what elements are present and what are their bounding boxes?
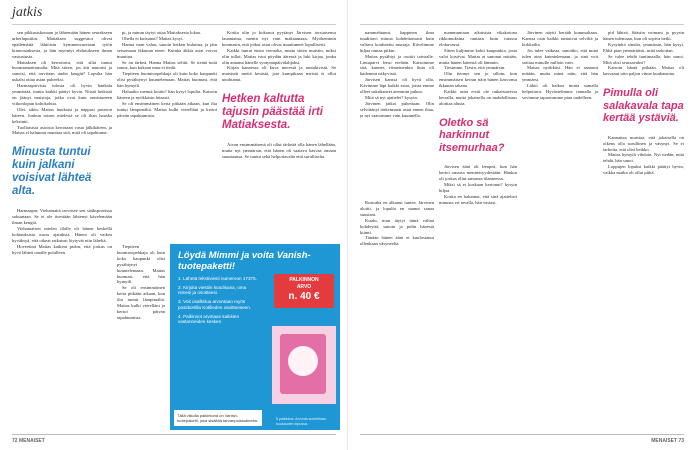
paragraph: Tuollaisista asioista kerrotaan vasta jälkikäteen, ja Matias ei halunnut muuttaa sitä, mitä oli tapahtunut. xyxy=(12,124,112,136)
paragraph: Koska en halunnut, että sinä ajattelisit minusta eri tavalla, hän vastasi. xyxy=(439,193,517,205)
paragraph: Kannattaa muistaa, että jokaisella on oikeus olla surullinen ja väsynyt. Se ei tarkoita, että olisi heikko. xyxy=(603,134,684,152)
paragraph: Katsoin häntä pitkään. Matias oli kasvanut niin paljon viime kuukausina. xyxy=(603,65,684,77)
badge-line: PALKINNON xyxy=(289,277,319,283)
paragraph: Koska olin jo kokonut pyytänyt Järvisen torstaisensa lauantaina, menin nyt vain makaamaan. Myöhemmin huomasin, että jotkut asiat olivat muuttuneet lopullisesti. xyxy=(222,30,336,47)
paragraph: Lähtö oli haikea mutta samalla helpottava. Hyvästelimme rannalla ja sovimme tapaavamme pian uudelleen. xyxy=(522,83,598,100)
ad-headline: Löydä Mimmi ja voita Vanish-tuotepaketti! xyxy=(178,250,311,272)
page-number-left: 72 MENAISET xyxy=(12,438,45,444)
section-title: jatkis xyxy=(12,5,43,20)
paragraph: pi, ja minun täytyi ottaa Matiaksesta lokaa. xyxy=(122,30,202,35)
paragraph: Järvinen jatkoi puhettaan. Olin selvittänyt tärkeimmät asiat ennen iltaa, ja nyt saatoimme vain kuunnella. xyxy=(360,100,434,118)
ad-step: 2. Kirjoita viestiin koodisana, oma nimesi ja osoitteesi. xyxy=(178,284,247,296)
paragraph: Matias nyökkäsi. Hän ei sanonut mitään, mutta minä näin, että hän ymmärsi. xyxy=(522,65,598,83)
paragraph: Matiaksen oli kerrottava, että siltä tuntui huomaamattomalta: Mitä sitten, jos äiti nauraisi ja sanoisi, että tarvitaan uudet kengät? Lopulta hän uskalsi ottaa asian puheeksi. xyxy=(12,59,112,83)
paragraph: Järvisen ääni oli lempeä, kun hän kertoi omasta menneisyydestään. Hänkin oli joskus ollut samassa tilanteessa. xyxy=(439,164,517,182)
product-image xyxy=(272,326,336,404)
header-rule xyxy=(12,24,336,25)
paragraph: Järvisen kanssa oli hyvä olla. Kävimme läpi kaikki asiat, joista emme olleet uskaltaneet aiemmin puhua. xyxy=(360,77,434,95)
paragraph: pid lähteä. Säästin voimani ja pyysin hänen tulemaan, kun oli sopiva hetki. xyxy=(603,30,684,41)
paragraph: Se on tärkeä, Hanna Matias selitti. Se tietää mitä sanoa, kun kukaan muu ei tiedä. xyxy=(117,59,217,71)
header-rule xyxy=(360,24,684,25)
pull-quote: Minusta tuntui kuin jalkani voisivat lähteä alta. xyxy=(12,146,92,198)
paragraph: Olin tiennyt sen jo silloin, kun ensimmäisen kerran näin hänen kasvonsa ikkunan takana. xyxy=(439,71,517,89)
ad-step: 1. Lähetä tekstiviesti numeroon 17375. xyxy=(178,276,257,281)
paragraph: Jos tulee vaikeaa, sanoitko, että minä tulen aina kuuntelemaan, ja sinä voit soittaa minulle milloin vain. xyxy=(522,47,598,65)
paragraph: Harmaapar, Viehamaitä tarvitsee sen sääksporeissa saksanaan. Se ei ole itsestään lähtenyt kävelemään ilman kengiä. xyxy=(12,208,112,226)
product-package-icon xyxy=(280,334,326,394)
paragraph: Tiepiteen huomioopehkaja oli kuin koko kaupunki olisi pysähtynyt kuuntelemaan. Matias huomasi, että hän hymyili. xyxy=(117,71,217,89)
paragraph: Matias pysähtyi ja osoitti taivaalle. Lintuparvi lensi etelään. Katsoimme sitä, kunnes viimeinenkin lintu oli kadonnut näkyvistä. xyxy=(360,53,434,77)
paragraph: Sitten kuljimme kohti kaupunkia, josta valot loistivat. Matias ei sanonut mitään, mutta hänen kätensä oli lämmin. xyxy=(439,47,517,65)
footer-rule xyxy=(360,434,684,435)
paragraph: Tiepiteen huomioopehkaja oli kuin koko kaupunki olisi pysähtynyt kuuntelemaan. Matias huomasi, että hän hymyili. xyxy=(117,244,165,285)
right-column-2 xyxy=(439,30,517,430)
paragraph: Hoveetinä Matias kaikeni pidon, että joskus on hyvä lähteä omalle polulleen. xyxy=(12,243,112,255)
ad-step: 4. Palkinnot arvotaan kaikkien vastanneiden kesken. xyxy=(178,313,240,325)
paragraph: Kysyinkö sinulta, ymmärsin, hän kysyi. Ehkä pian ymmärtäisit, mitä tarkoitan. xyxy=(603,41,684,53)
paragraph: Tänään hänen ääni ei kuulostanut ollenkaan väsyneeltä. xyxy=(360,235,434,247)
paragraph: Viehamaisen mielen tilalle oli hänen keskellä kohtauksista uusia ajatuksia. Hänen oli vaikea hyväksyä, että oikeat ratkaisut löytyvät niin läheltä. xyxy=(12,226,112,243)
paragraph: Kuulu, mun täytyi tämä välinä kohdeyttä, sanoin ja pidin hänestä kiinni. xyxy=(360,217,434,235)
badge-line: ARVO xyxy=(296,284,312,290)
fine-print: 5 palkintoa. Arvonta suoritetaan kuukauden lopussa. xyxy=(276,417,327,426)
pull-quote: Oletko sä harkinnut itsemurhaa? xyxy=(439,116,505,154)
pull-quote: Pimulla oli salakavala tapa kertää ystäviä. xyxy=(603,87,684,125)
paragraph: Kaikki asiat eivät ole ratkaistavissa kerralla, mutta jokaisella on mahdollisuus aloittaa alusta. xyxy=(439,89,517,106)
right-column-4 xyxy=(603,30,684,430)
paragraph: Tiesimme, Tiesin, että ymmärsin. xyxy=(444,65,506,71)
pull-quote: Hetken kaltutta tajusin päästää irti Matiaksesta. xyxy=(222,93,323,132)
left-column-3 xyxy=(222,30,336,238)
paragraph: Olet, sikin, Matias huokaisi ja nappasi puseron käteen. Jonkun toisen mielestä se oli ihan hauska keksintö. xyxy=(12,106,112,124)
ad-step: 3. Voit osallistua arvontaan myös postikortilla Kotilieden osoitteeseen. xyxy=(178,299,252,310)
paragraph: Harmaaparvista tulosta oli hyvin hankala ymmärtää, mutta kaikki päätyi hyvin. Niistä hetkistä on jäänyt muistoja, jotka ovat kuin onnistuneen viikonlopun kohokohtia. xyxy=(12,83,112,106)
paragraph: sen pikkusiskonaan ja lähtemään hänen seurakseen urheiluputiiin. Matiaksen suggestiot olivat epäilemättä lähtöisin kymmenvuotiaan tytön kiinnostuksesta, ja hän myöntyi ehdotukseen ilman vastustusta. xyxy=(12,30,112,59)
paragraph: Matias hymyili vihdoin. Nyt tiedän, mitä tehdä, hän sanoi. xyxy=(603,152,684,164)
paragraph: Järvinen näytti kerääh kummaltaan. Kanssa osin kaikki tuntuivat selviltä ja kirkkailta. xyxy=(522,30,598,47)
paragraph: mammuntaan aikaisista vikakotona rikkomuksina rantaan kuin tutussa elokuvassa. xyxy=(439,30,517,47)
paragraph: Mitä sä nyt ajattelet? kysyin. xyxy=(365,94,418,100)
vanish-advertisement[interactable] xyxy=(170,244,340,430)
ad-instructions xyxy=(170,272,268,332)
paragraph: Se oli ensimmäinen kerta pitkään aikaan, kun ilta tuntui lämpimältä. Matias kulki vierelläni ja kertoi päivän tapahtumista. xyxy=(117,100,217,118)
paragraph: Se tulee tehdä tuntimaalla, hän sanoi. Mitä olisi seuraavaksi? xyxy=(603,53,684,65)
right-column-1b xyxy=(360,200,434,430)
left-column-1 xyxy=(12,30,112,430)
left-column-2 xyxy=(117,30,217,238)
paragraph: Se oli ensimmäinen kerta pitkään aikaan, kun ilta tuntui lämpimältä. Matias kulki vierelläni ja kertoi päivän tapahtumista. xyxy=(117,285,165,320)
right-page xyxy=(348,0,696,450)
paragraph: Aivan ensimmäisenä oli ollut tärkeää olla hänen lähellään, mutta nyt ymmärsin, että hänen oli saatava kasvaa omaan suuntaansa. Se tuntui sekä helpottavalta että surulliselta. xyxy=(222,142,336,159)
paragraph: Haluatko mennä kotiin? hän kysyi lopulta. Katsoin häneen ja nyökkäsin hitaasti. xyxy=(117,89,217,100)
right-column-3 xyxy=(522,30,598,430)
paragraph: Miksi sä et koskaan kertonut? kysyin hiljaa. xyxy=(439,182,517,193)
paragraph: Kaikki tuntui ensin vieraalta, mutta sitten muistin, miksi olin tullut. Matias istui pöydän ääressä ja luki kirjaa, jonka olin antanut hänelle syntymäpäivälahjaksi. xyxy=(222,47,336,65)
left-column-2b xyxy=(117,244,165,430)
paragraph: nammehtanut, happinen ilma tuudittavi minua kohdettomasti kuin valtava koulutettu murtaja. Kävelimme hiljaa rantaa pitkin. xyxy=(360,30,434,53)
paragraph: Rostutba en alkanut tuntea. Järvinen aloitti, ja lopulta en saanut sanaa suustani. xyxy=(360,200,434,217)
footer-rule xyxy=(12,434,336,435)
badge-value: n. 40 € xyxy=(288,291,320,302)
paragraph: Hanna vaan valuu, sanoin hetken kuluttua, ja jäin seisomaan ikkunan eteen. Kuinka äkkiä asiat voivat muuttua. xyxy=(117,41,217,59)
prize-badge xyxy=(274,274,334,308)
product-caption: Tällä viikolla palkintona on Vanish-tuotepaketti, joka sisältää tahranpoistoaineita. xyxy=(174,410,262,426)
paragraph: Loppujen lopuksi kaikki päättyi hyvin, vaikka matka oli ollut pitkä. xyxy=(603,164,684,176)
page-number-right: MENAISET 73 xyxy=(651,438,684,444)
paragraph: Kirjan kannessa oli kuva merestä ja rantakivistä. Se muistutti meitä kesästä, jota kumpikaan meistä ei ollut unohtanut. xyxy=(222,65,336,83)
paragraph: Ohella ei kutsunut? Matias kysyi. xyxy=(122,35,184,41)
